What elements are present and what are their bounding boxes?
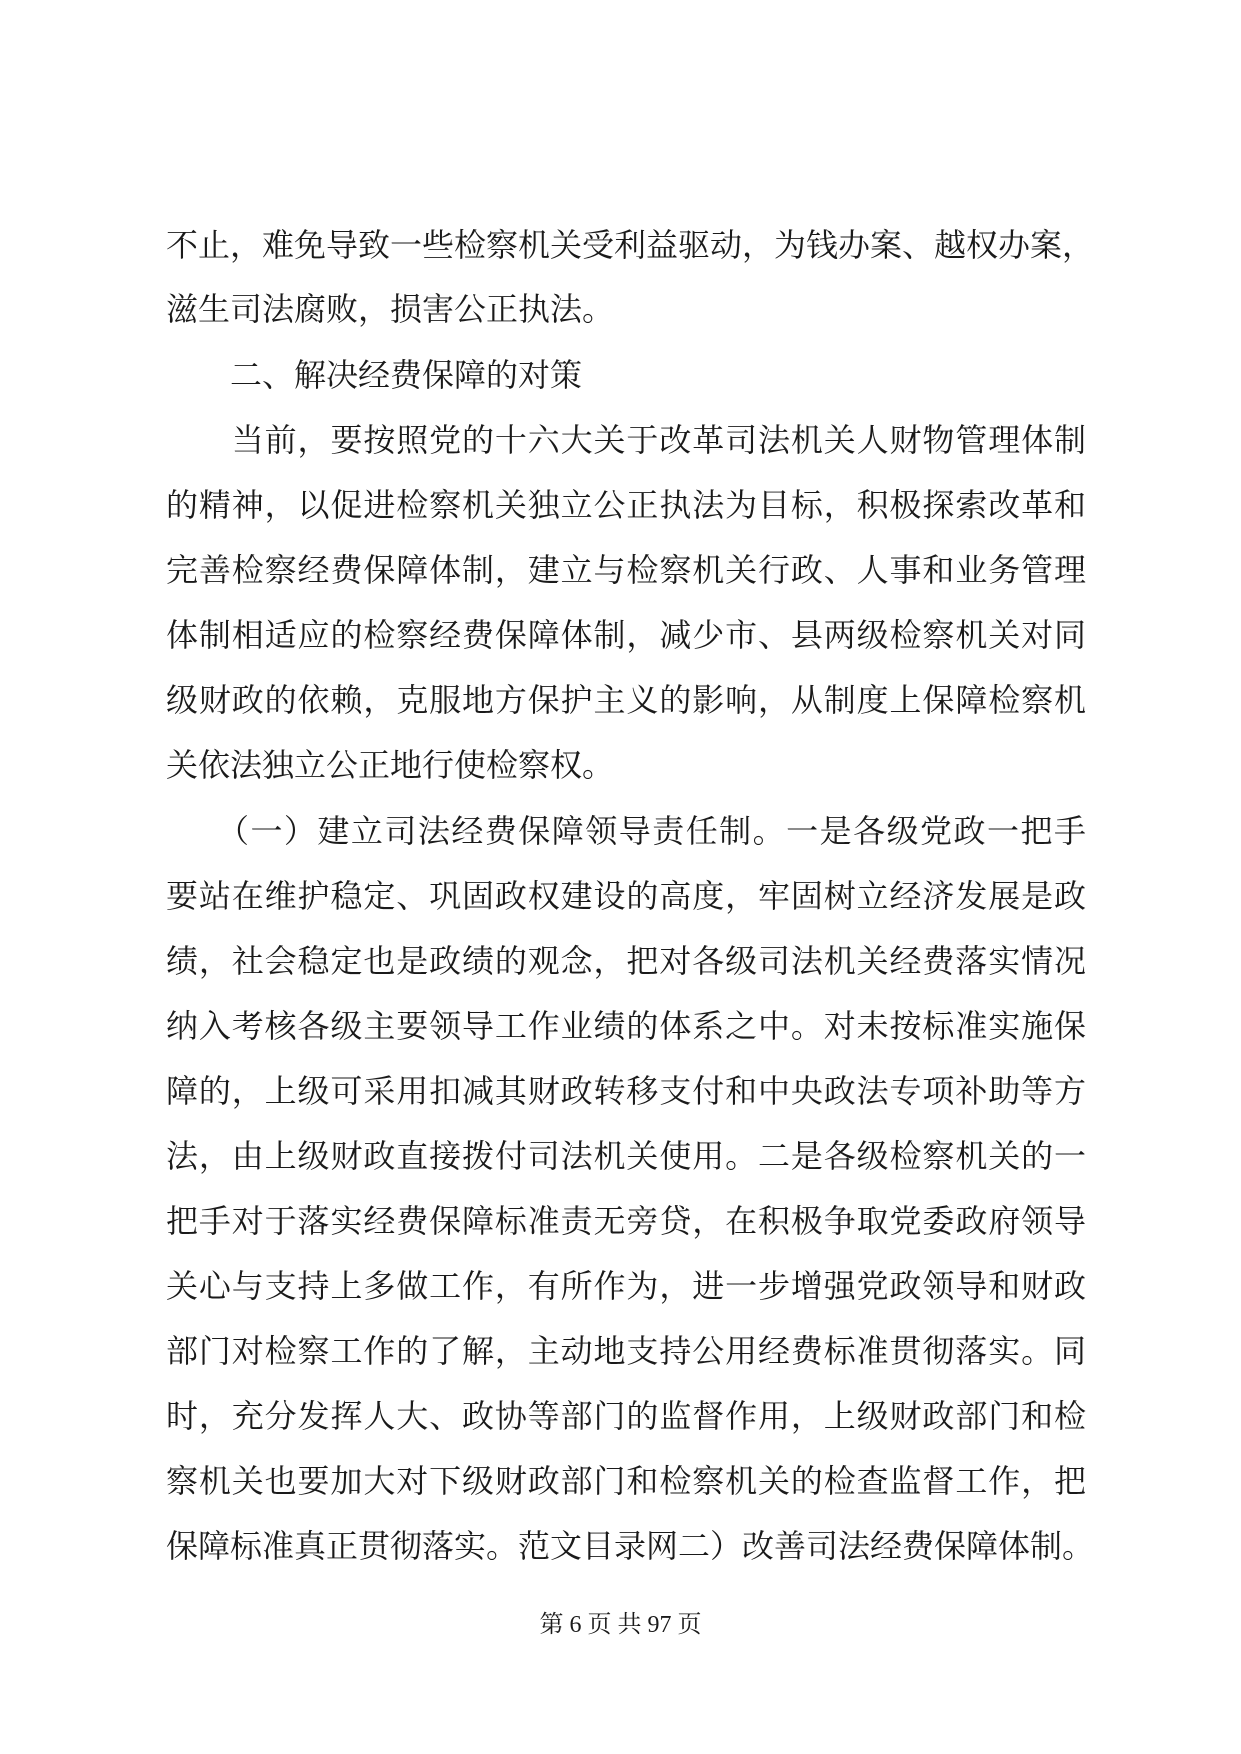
paragraph-line: 察机关也要加大对下级财政部门和检察机关的检查监督工作，把: [166, 1462, 1086, 1500]
paragraph-line: 绩，社会稳定也是政绩的观念，把对各级司法机关经费落实情况: [166, 942, 1086, 980]
paragraph-line: 纳入考核各级主要领导工作业绩的体系之中。对未按标准实施保: [166, 1007, 1086, 1045]
paragraph-line: 滋生司法腐败，损害公正执法。: [166, 290, 615, 328]
paragraph-line: 关心与支持上多做工作，有所作为，进一步增强党政领导和财政: [166, 1267, 1086, 1305]
page-number-footer: 第 6 页 共 97 页: [539, 1612, 702, 1638]
paragraph-line: 障的，上级可采用扣减其财政转移支付和中央政法专项补助等方: [166, 1072, 1086, 1110]
paragraph-line: 关依法独立公正地行使检察权。: [166, 746, 615, 784]
section-heading: 二、解决经费保障的对策: [166, 356, 583, 394]
paragraph-line: （一）建立司法经费保障领导责任制。一是各级党政一把手: [166, 812, 1086, 850]
paragraph-line: 级财政的依赖，克服地方保护主义的影响，从制度上保障检察机: [166, 681, 1086, 719]
paragraph-line: 把手对于落实经费保障标准责无旁贷，在积极争取党委政府领导: [166, 1202, 1086, 1240]
paragraph-line: 部门对检察工作的了解，主动地支持公用经费标准贯彻落实。同: [166, 1332, 1086, 1370]
paragraph-line: 要站在维护稳定、巩固政权建设的高度，牢固树立经济发展是政: [166, 877, 1086, 915]
paragraph-line: 不止，难免导致一些检察机关受利益驱动，为钱办案、越权办案，: [166, 226, 1095, 264]
paragraph-line: 的精神，以促进检察机关独立公正执法为目标，积极探索改革和: [166, 486, 1086, 524]
paragraph-line: 法，由上级财政直接拨付司法机关使用。二是各级检察机关的一: [166, 1137, 1086, 1175]
paragraph-line: 当前，要按照党的十六大关于改革司法机关人财物管理体制: [166, 421, 1086, 459]
paragraph-line: 保障标准真正贯彻落实。范文目录网二）改善司法经费保障体制。: [166, 1527, 1095, 1565]
paragraph-line: 完善检察经费保障体制，建立与检察机关行政、人事和业务管理: [166, 551, 1086, 589]
paragraph-line: 时，充分发挥人大、政协等部门的监督作用，上级财政部门和检: [166, 1397, 1086, 1435]
paragraph-line: 体制相适应的检察经费保障体制，减少市、县两级检察机关对同: [166, 616, 1086, 654]
